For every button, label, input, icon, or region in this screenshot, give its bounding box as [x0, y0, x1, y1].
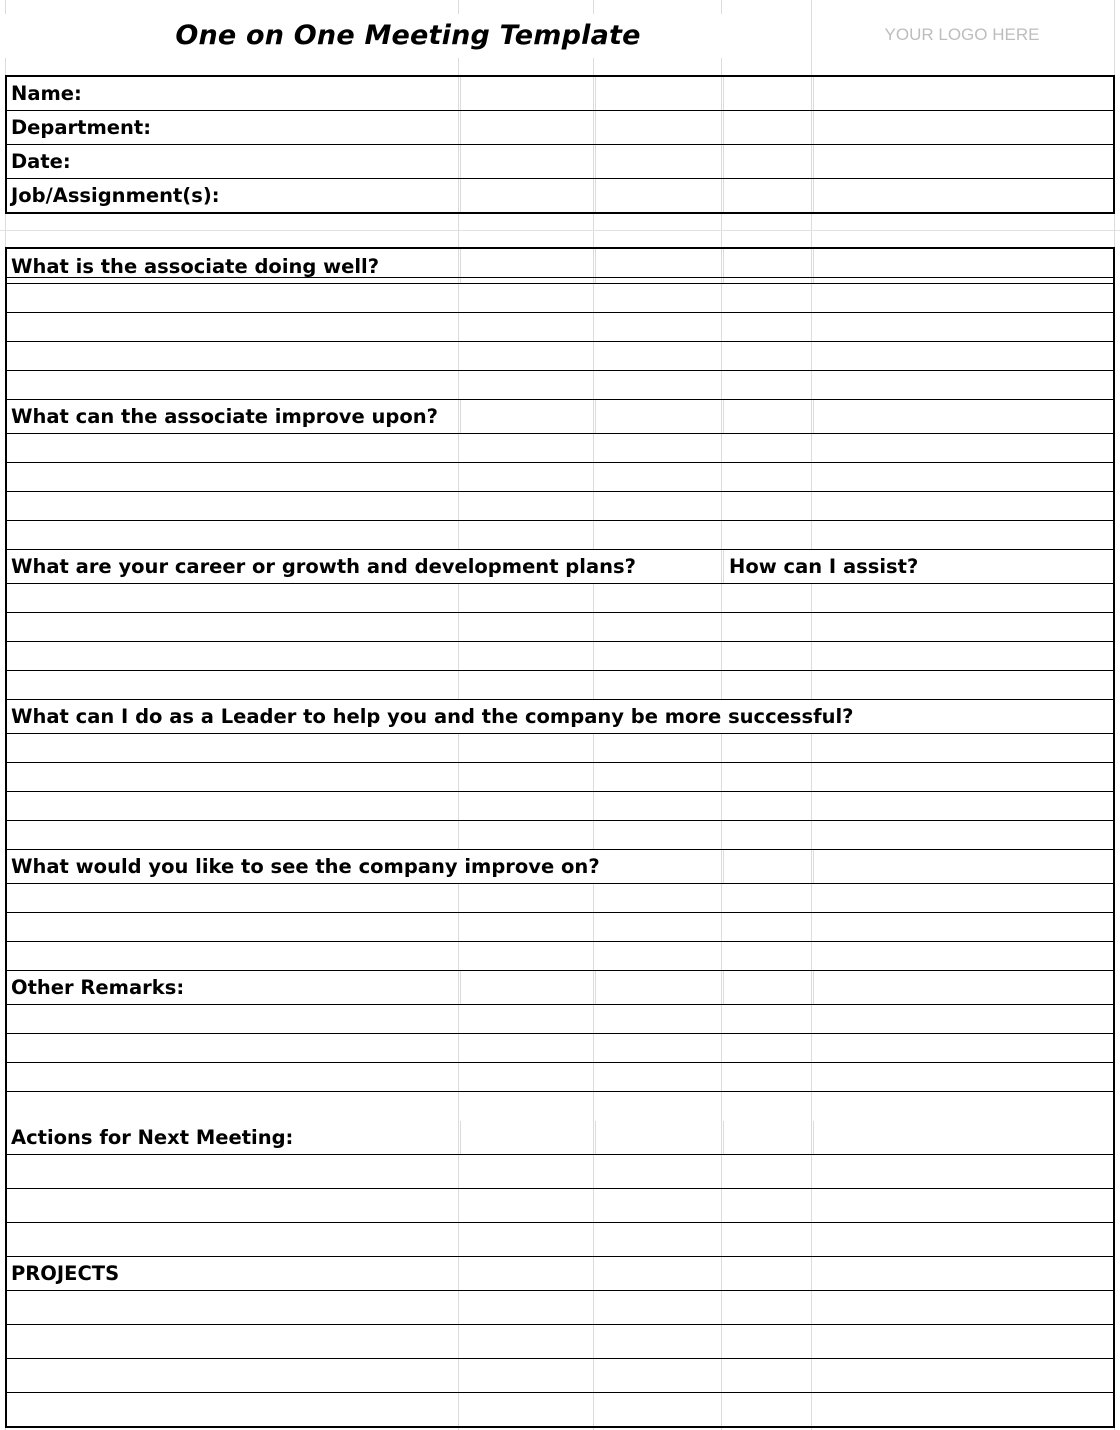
section-label: What are your career or growth and development plans?: [11, 550, 638, 583]
info-row-date[interactable]: [7, 145, 1113, 179]
section-label: What is the associate doing well?: [11, 249, 381, 283]
department-label: Department:: [11, 111, 153, 144]
name-label: Name:: [11, 77, 84, 110]
section-label: What can I do as a Leader to help you and the company be more successful?: [11, 700, 855, 733]
answer-line[interactable]: [7, 913, 1113, 942]
section-label: PROJECTS: [11, 1257, 121, 1290]
info-row-name[interactable]: [7, 77, 1113, 111]
section-header-projects: [7, 1257, 1113, 1291]
answer-line[interactable]: [7, 1034, 1113, 1063]
answer-line[interactable]: [7, 671, 1113, 700]
answer-line[interactable]: [7, 1223, 1113, 1257]
section-header-other-remarks: [7, 971, 1113, 1005]
answer-line[interactable]: [7, 821, 1113, 850]
answer-line[interactable]: [7, 884, 1113, 913]
info-box: [5, 75, 1115, 214]
answer-line[interactable]: [7, 792, 1113, 821]
section-header-company-improve: [7, 850, 1113, 884]
answer-line[interactable]: [7, 284, 1113, 313]
answer-line[interactable]: [7, 763, 1113, 792]
answer-line[interactable]: [7, 1155, 1113, 1189]
answer-line[interactable]: [7, 249, 1113, 278]
section-header-next-actions: [7, 1121, 1113, 1155]
section-label: What would you like to see the company improve on?: [11, 850, 602, 883]
section-label: Actions for Next Meeting:: [11, 1121, 295, 1154]
job-assignment-field[interactable]: [461, 179, 1113, 212]
answer-line[interactable]: [7, 642, 1113, 671]
name-field[interactable]: [461, 77, 1113, 110]
answer-line[interactable]: [7, 492, 1113, 521]
answer-line[interactable]: [7, 942, 1113, 971]
project-line[interactable]: [7, 1393, 1113, 1426]
project-line[interactable]: [7, 1325, 1113, 1359]
project-line[interactable]: [7, 1291, 1113, 1325]
date-label: Date:: [11, 145, 73, 178]
how-can-i-assist-label: How can I assist?: [724, 550, 918, 583]
answer-line[interactable]: [7, 613, 1113, 642]
date-field[interactable]: [461, 145, 1113, 178]
answer-line[interactable]: [7, 1189, 1113, 1223]
project-line[interactable]: [7, 1359, 1113, 1393]
sections-box: [5, 247, 1115, 1428]
section-label: Other Remarks:: [11, 971, 186, 1004]
answer-line[interactable]: [7, 342, 1113, 371]
info-row-department[interactable]: [7, 111, 1113, 145]
job-assignment-label: Job/Assignment(s):: [11, 179, 222, 212]
answer-line[interactable]: [7, 1005, 1113, 1034]
answer-line[interactable]: [7, 463, 1113, 492]
info-row-job[interactable]: [7, 179, 1113, 212]
answer-line[interactable]: [7, 1063, 1113, 1092]
answer-line[interactable]: [7, 313, 1113, 342]
section-header-career-plans: [7, 550, 1113, 584]
section-header-leader-help: [7, 700, 1113, 734]
answer-line[interactable]: [7, 734, 1113, 763]
logo-placeholder[interactable]: YOUR LOGO HERE: [812, 20, 1112, 50]
answer-line[interactable]: [7, 371, 1113, 400]
department-field[interactable]: [461, 111, 1113, 144]
answer-line[interactable]: [7, 521, 1113, 550]
answer-line[interactable]: [7, 584, 1113, 613]
section-label: What can the associate improve upon?: [11, 400, 440, 433]
section-header-improve-upon: [7, 400, 1113, 434]
page-title: One on One Meeting Template: [5, 14, 811, 58]
answer-line[interactable]: [7, 434, 1113, 463]
